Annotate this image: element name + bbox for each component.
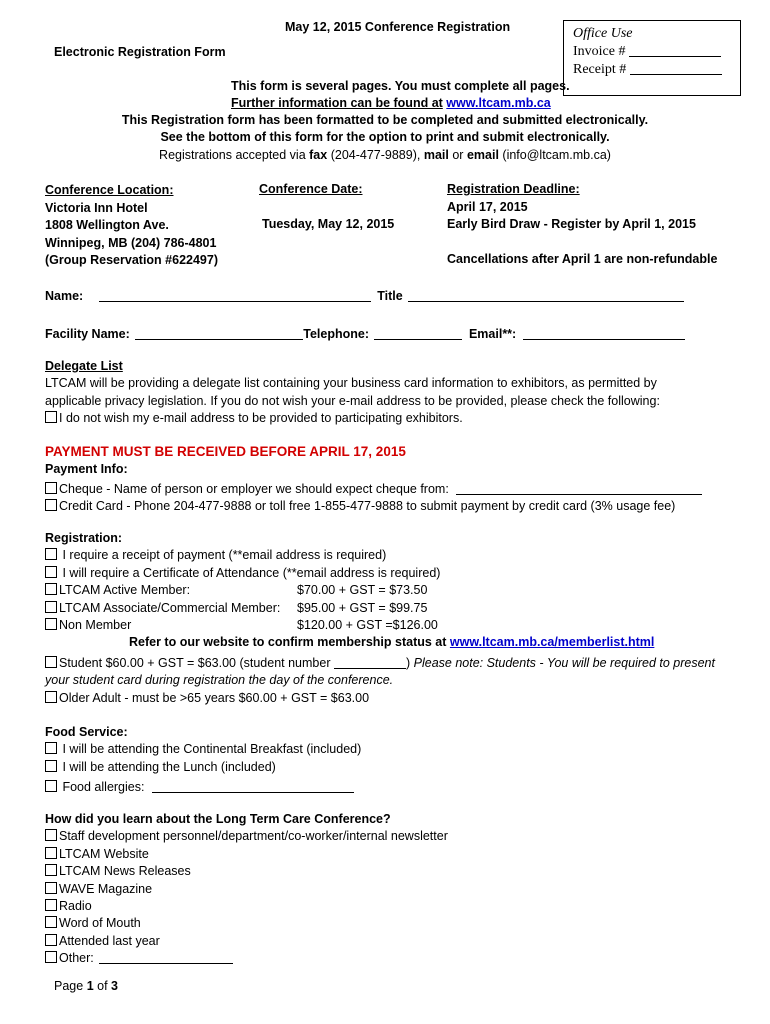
- name-input[interactable]: [99, 301, 371, 302]
- non-member-price: $120.00 + GST =$126.00: [297, 618, 438, 632]
- title-input[interactable]: [408, 301, 684, 302]
- associate-member-option: LTCAM Associate/Commercial Member:: [45, 601, 280, 615]
- form-title: May 12, 2015 Conference Registration: [285, 20, 511, 34]
- print-note: See the bottom of this form for the option to print and submit electronically.: [160, 130, 610, 144]
- source-option: WAVE Magazine: [45, 882, 152, 896]
- website-link[interactable]: www.ltcam.mb.ca: [446, 96, 551, 110]
- source-option: LTCAM News Releases: [45, 864, 191, 878]
- formatted-note: This Registration form has been formatted to be completed and submitted electronically.: [121, 113, 649, 127]
- office-use-box: [563, 20, 741, 96]
- cancellation: Cancellations after April 1 are non-refundable: [447, 252, 718, 266]
- page-number: Page 1 of 3: [54, 979, 118, 993]
- receipt-field[interactable]: Receipt #: [573, 62, 740, 78]
- early-bird: Early Bird Draw - Register by April 1, 2015: [447, 217, 696, 231]
- source-option: LTCAM Website: [45, 847, 149, 861]
- date-label: Conference Date:: [259, 182, 363, 196]
- location-label: Conference Location:: [45, 183, 174, 197]
- opt-out-checkbox[interactable]: [45, 411, 57, 423]
- breakfast-option: I will be attending the Continental Breakfast (included): [45, 742, 361, 756]
- news-releases-checkbox[interactable]: [45, 864, 57, 876]
- accepted-via: Registrations accepted via fax (204-477-9889), mail or email (info@ltcam.mb.ca): [159, 148, 611, 162]
- radio-checkbox[interactable]: [45, 899, 57, 911]
- certificate-checkbox[interactable]: [45, 566, 57, 578]
- allergies-option: Food allergies:: [45, 780, 354, 794]
- source-option: Word of Mouth: [45, 916, 141, 930]
- active-member-checkbox[interactable]: [45, 583, 57, 595]
- invoice-field[interactable]: Invoice #: [573, 44, 740, 60]
- allergies-input[interactable]: [152, 792, 354, 793]
- wave-magazine-checkbox[interactable]: [45, 882, 57, 894]
- older-adult-option: Older Adult - must be >65 years $60.00 + GST = $63.00: [45, 691, 369, 705]
- email-input[interactable]: [523, 339, 685, 340]
- other-checkbox[interactable]: [45, 951, 57, 963]
- certificate-option: I will require a Certificate of Attendance (**email address is required): [45, 566, 440, 580]
- allergies-checkbox[interactable]: [45, 780, 57, 792]
- credit-option: Credit Card - Phone 204-477-9888 or toll free 1-855-477-9888 to submit payment by credit card (3% usage fee): [45, 499, 675, 513]
- registration-heading: Registration:: [45, 531, 123, 545]
- notice-pages: This form is several pages. You must complete all pages.: [231, 79, 570, 93]
- food-heading: Food Service:: [45, 725, 128, 739]
- lunch-checkbox[interactable]: [45, 760, 57, 772]
- staff-development-checkbox[interactable]: [45, 829, 57, 841]
- active-member-option: LTCAM Active Member:: [45, 583, 190, 597]
- source-heading: How did you learn about the Long Term Care Conference?: [45, 812, 391, 826]
- associate-member-price: $95.00 + GST = $99.75: [297, 601, 428, 615]
- form-name: Electronic Registration Form: [54, 45, 226, 59]
- word-of-mouth-checkbox[interactable]: [45, 916, 57, 928]
- source-option: Radio: [45, 899, 92, 913]
- credit-checkbox[interactable]: [45, 499, 57, 511]
- delegate-text-1: LTCAM will be providing a delegate list containing your business card information to exhibitors, as permitted by: [45, 376, 657, 390]
- deadline-value: April 17, 2015: [447, 200, 528, 214]
- telephone-input[interactable]: [374, 339, 462, 340]
- cheque-option: Cheque - Name of person or employer we should expect cheque from:: [45, 482, 702, 496]
- breakfast-checkbox[interactable]: [45, 742, 57, 754]
- source-option: Staff development personnel/department/co-worker/internal newsletter: [45, 829, 448, 843]
- payment-info-label: Payment Info:: [45, 462, 128, 476]
- source-option: Attended last year: [45, 934, 160, 948]
- facility-input[interactable]: [135, 339, 303, 340]
- date-value: Tuesday, May 12, 2015: [262, 217, 395, 231]
- delegate-heading: Delegate List: [45, 359, 123, 373]
- deadline-label: Registration Deadline:: [447, 182, 580, 196]
- name-row: Name: Title: [45, 289, 684, 303]
- receipt-option: I require a receipt of payment (**email address is required): [45, 548, 386, 562]
- delegate-opt-out: I do not wish my e-mail address to be provided to participating exhibitors.: [45, 411, 463, 425]
- cheque-name-input[interactable]: [456, 494, 702, 495]
- student-option: Student $60.00 + GST = $63.00 (student number ) Please note: Students - You will be required to present: [45, 656, 715, 670]
- office-use-title: Office Use: [573, 26, 633, 41]
- receipt-checkbox[interactable]: [45, 548, 57, 560]
- membership-refer: Refer to our website to confirm membership status at www.ltcam.mb.ca/memberlist.html: [129, 635, 655, 649]
- source-option: Other:: [45, 951, 233, 965]
- further-info: Further information can be found at www.ltcam.mb.ca: [231, 96, 551, 110]
- cheque-checkbox[interactable]: [45, 482, 57, 494]
- associate-member-checkbox[interactable]: [45, 601, 57, 613]
- attended-last-year-checkbox[interactable]: [45, 934, 57, 946]
- student-checkbox[interactable]: [45, 656, 57, 668]
- delegate-text-2: applicable privacy legislation. If you do not wish your e-mail address to be provided, please check the following:: [45, 394, 660, 408]
- non-member-option: Non Member: [45, 618, 131, 632]
- active-member-price: $70.00 + GST = $73.50: [297, 583, 428, 597]
- student-note-2: your student card during registration the day of the conference.: [45, 673, 394, 687]
- facility-row: Facility Name: Telephone: Email**:: [45, 327, 685, 341]
- location-block: Conference Location: Victoria Inn Hotel 1808 Wellington Ave. Winnipeg, MB (204) 786-4801 (Group Reservation #622497): [45, 183, 218, 267]
- payment-warning: PAYMENT MUST BE RECEIVED BEFORE APRIL 17, 2015: [45, 444, 406, 459]
- non-member-checkbox[interactable]: [45, 618, 57, 630]
- student-number-input[interactable]: [334, 668, 406, 669]
- older-adult-checkbox[interactable]: [45, 691, 57, 703]
- lunch-option: I will be attending the Lunch (included): [45, 760, 276, 774]
- memberlist-link[interactable]: www.ltcam.mb.ca/memberlist.html: [449, 635, 655, 649]
- ltcam-website-checkbox[interactable]: [45, 847, 57, 859]
- other-input[interactable]: [99, 963, 233, 964]
